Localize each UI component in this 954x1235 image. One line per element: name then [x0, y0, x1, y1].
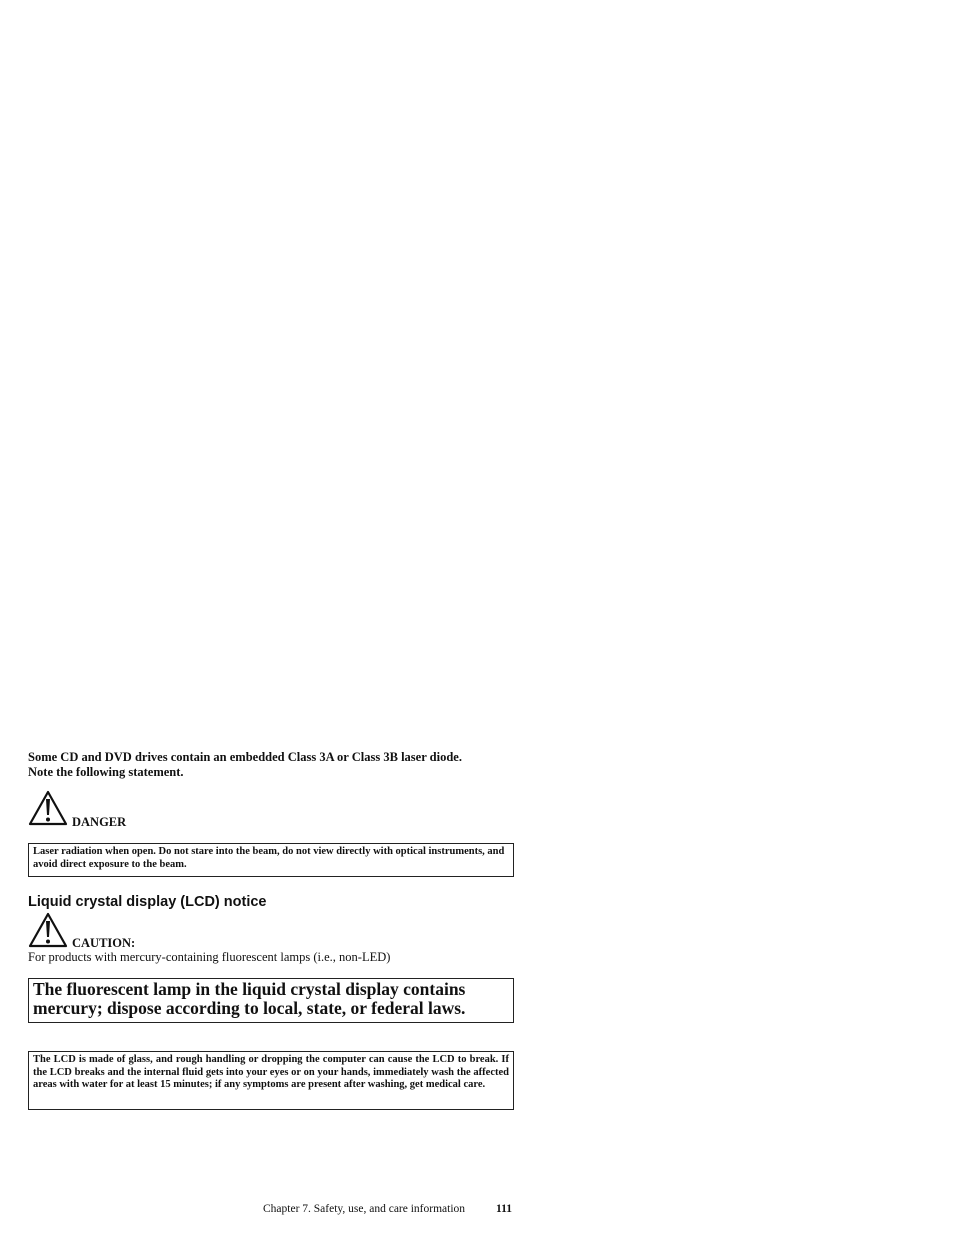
- intro-line-1: Some CD and DVD drives contain an embedded Class 3A or Class 3B laser diode.: [28, 750, 462, 764]
- mercury-line-2: mercury; dispose according to local, state, or federal laws.: [33, 998, 466, 1018]
- caution-triangle-icon: [28, 912, 68, 948]
- caution-label: CAUTION:: [72, 936, 136, 950]
- caution-text: For products with mercury-containing fluorescent lamps (i.e., non-LED): [28, 950, 391, 964]
- laser-danger-text: Laser radiation when open. Do not stare into the beam, do not view directly with optical instruments, and avoid direct exposure to the beam.: [33, 846, 505, 870]
- section-heading-lcd: Liquid crystal display (LCD) notice: [28, 894, 267, 910]
- intro-line-2: Note the following statement.: [28, 765, 184, 779]
- laser-danger-box: [28, 843, 514, 877]
- danger-label: DANGER: [72, 815, 127, 829]
- lcd-glass-warning-text: The LCD is made of glass, and rough handling or dropping the computer can cause the LCD to break. If the LCD breaks and the internal fluid gets into your eyes or on your hands, immediately wash the affected areas with water for at least 15 minutes; if any symptoms are present after washing, get medical care.: [33, 1054, 509, 1090]
- intro-paragraph: [28, 750, 518, 780]
- mercury-line-1: The fluorescent lamp in the liquid crystal display contains: [33, 979, 466, 999]
- footer-chapter: Chapter 7. Safety, use, and care information: [263, 1203, 466, 1215]
- page-number: 111: [496, 1203, 512, 1215]
- mercury-warning-box: [28, 978, 514, 1023]
- warning-triangle-icon: [28, 790, 68, 826]
- lcd-glass-warning-box: [28, 1051, 514, 1110]
